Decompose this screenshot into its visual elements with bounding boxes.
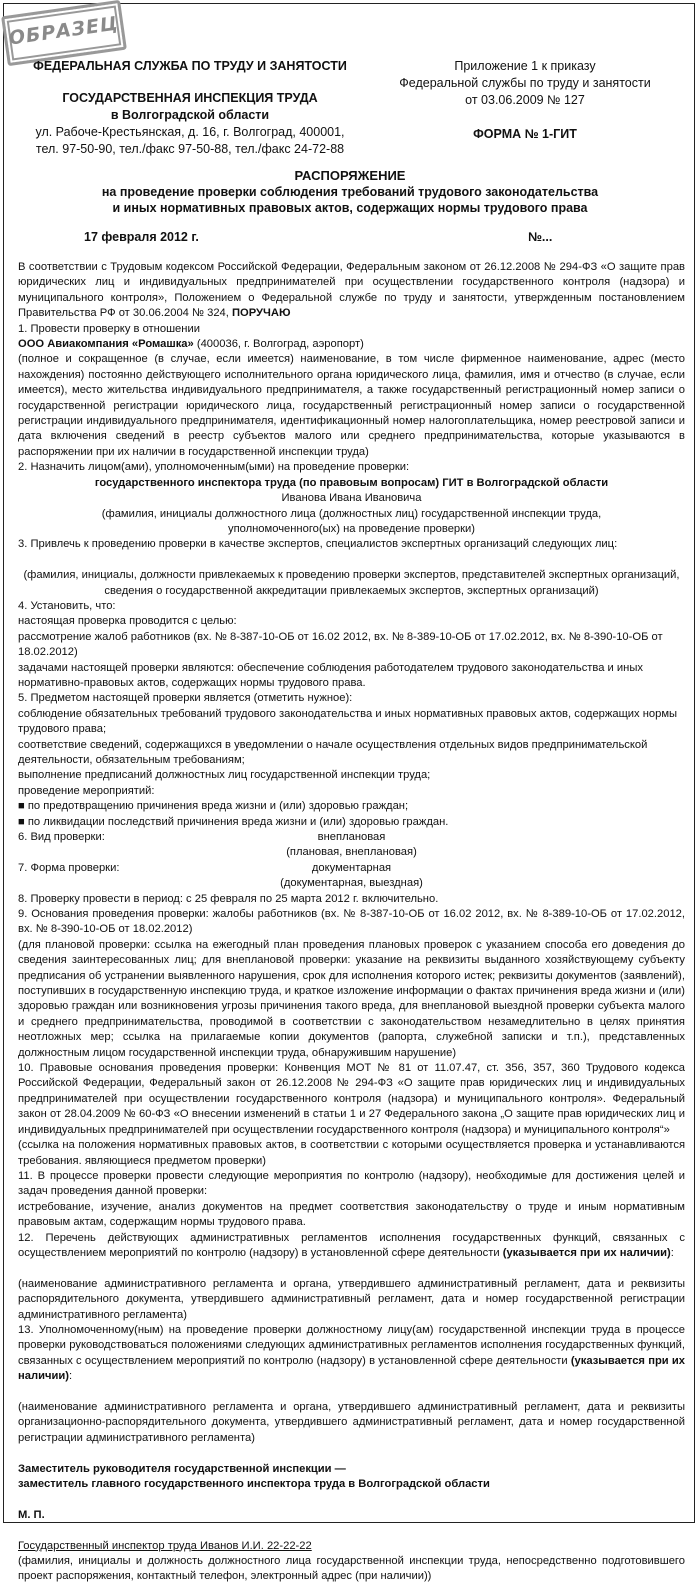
header-right (370, 58, 680, 143)
item-13: 13. Уполномоченному(ным) на проведение проверки должностному лицу(ам) государственной инспекции труда в процессе проверки руководствоваться положениями следующих административных регламентов исполнения государственных функций, связанных с осуществлением мероприятий по контролю (надзору) в установленной сфере деятельности (указывается при их наличии): (18, 1323, 686, 1383)
item-2-name: Иванова Ивана Ивановича (281, 492, 422, 505)
item-10: 10. Правовые основания проведения проверки: Конвенция МОТ № 81 от 11.07.47, ст. 356, 357, 360 Трудового кодекса Российской Федерации, Федеральный закон от 26.12.2008 № 294-ФЗ «О защите прав юридических лиц и индивидуальных предпринимателей при осуществлении государственного контроля (надзора) и муниципального контроля». Федеральный закон от 28.04.2009 № 60-ФЗ «О внесении изменений в статьи 1 и 27 Федерального закона „О защите прав юридических лиц и индивидуальных предпринимателей при осуществлении государственного контроля (надзора) и муниципального контроля“» (18, 1062, 685, 1136)
item-2: 2. Назначить лицом(ами), уполномоченным(ыми) на проведение проверки: (18, 461, 410, 474)
item-10-note: (ссылка на положения нормативных правовых актов, в соответствии с которыми осуществляется проверка и устанавливаются требования. являющиеся предметом проверки) (18, 1139, 685, 1167)
item-11: 11. В процессе проверки провести следующие мероприятия по контролю (надзору), необходимые для достижения целей и задач проведения данной проверки: (18, 1169, 685, 1198)
item-6-note: (плановая, внеплановая) (286, 846, 417, 859)
service-line: Федеральной службы по труду и занятости (399, 76, 651, 90)
item-9: 9. Основания проведения проверки: жалобы работников (вх. № 8-387-10-ОБ от 16.02 2012, вх. № 8-389-10-ОБ от 17.02.2012, вх. № 8-390-10-ОБ от 18.02.2012) (18, 908, 685, 936)
item-5-e: ■ по предотвращению причинения вреда жизни и (или) здоровью граждан; (18, 800, 409, 813)
intro-paragraph: В соответствии с Трудовым кодексом Российской Федерации, Федеральным законом от 26.12.2008 № 294-ФЗ «О защите прав юридических лиц и индивидуальных предпринимателей при осуществлении государственного контроля (надзора) и муниципального контроля», Положением о Федеральной службе по труду и занятости, утвержденным постановлением Правительства РФ от 30.06.2004 № 324, ПОРУЧАЮ (18, 261, 685, 320)
item-3: 3. Привлечь к проведению проверки в качестве экспертов, специалистов экспертных организаций следующих лиц: (18, 538, 618, 551)
title-block (10, 168, 690, 216)
item-12: 12. Перечень действующих административных регламентов исполнения государственных функций, связанных с осуществлением мероприятий по контролю (надзору) в установленной сфере деятельности (указывается при их наличии): (18, 1231, 685, 1259)
item-4-purpose-label: настоящая проверка проводится с целью: (18, 615, 237, 628)
item-12-note: (наименование административного регламента и органа, утвердившего административный регламент, дата и реквизиты распорядительного документа, утвердившего административный регламент, дата и номер государственной регистрации административного регламента) (18, 1277, 685, 1321)
agency-name: ФЕДЕРАЛЬНАЯ СЛУЖБА ПО ТРУДУ И ЗАНЯТОСТИ (33, 59, 347, 73)
item-9-note: (для плановой проверки: ссылка на ежегодный план проведения плановых проверок с указанием способа его доведения до сведения заинтересованных лиц; для внеплановой проверки: указание на реквизиты выданного хозяйствующему субъекту предписания об устранении выявленного нарушения, срок для исполнения которого истек; реквизиты документов (заявлений), поступивших в государственную инспекцию труда, и краткое изложение информации о фактах причинения вреда жизни и (или) здоровью граждан или возникновения угрозы причинения такого вреда, для внеплановой выездной проверки субъекта малого и среднего предпринимательства, проводимой в соответствии с законодательством незамедлительно в целях принятия неотложных мер; ссылка на прилагаемые копии документов (рапорта, служебной записки и т.п.), представленных должностным лицом государственной инспекции труда, обнаружившим нарушение) (18, 938, 685, 1059)
item-6-value: внеплановая (317, 831, 386, 844)
item-11-a: истребование, изучение, анализ документов на предмет соответствия законодательству о труде и иным нормативным правовым актам, содержащим нормы трудового права. (18, 1200, 685, 1229)
item-4-purpose: рассмотрение жалоб работников (вх. № 8-387-10-ОБ от 16.02 2012, вх. № 8-389-10-ОБ от 17.02.2012, вх. № 8-390-10-ОБ от 18.02.2012) (18, 630, 663, 659)
item-4: 4. Установить, что: (18, 599, 116, 612)
inspection-region: в Волгоградской области (110, 108, 270, 122)
inspection-name: ГОСУДАРСТВЕННАЯ ИНСПЕКЦИЯ ТРУДА (62, 91, 318, 105)
signer-title-2: заместитель главного государственного инспектора труда в Волгоградской области (18, 1478, 490, 1490)
item-2-note-2: уполномоченного(ых) на проведение проверки) (227, 522, 476, 535)
item-5-c: выполнение предписаний должностных лиц государственной инспекции труда; (18, 769, 431, 782)
item-7-label: 7. Форма проверки: (18, 861, 120, 874)
item-7-note: (документарная, выездная) (280, 877, 423, 890)
item-5: 5. Предметом настоящей проверки является (отметить нужное): (18, 692, 353, 705)
stamp-text: ОБРАЗЕЦ (7, 12, 120, 50)
item-6-label: 6. Вид проверки: (18, 831, 105, 844)
item-8: 8. Проверку провести в период: с 25 февраля по 25 марта 2012 г. включительно. (18, 892, 439, 905)
item-13-note: (наименование административного регламента и органа, утвердившего административный регламент, дата и реквизиты организационно-распорядительного документа, утвердившего административный регламент, дата и номер государственной регистрации административного регламента) (18, 1400, 685, 1444)
item-1-organization: ООО Авиакомпания «Ромашка» (400036, г. Волгоград, аэропорт) (18, 338, 364, 351)
order-number: №... (528, 230, 553, 244)
inspection-phones: тел. 97-50-90, тел./факс 97-50-88, тел./факс 24-72-88 (35, 142, 345, 156)
header-left (10, 58, 370, 158)
title-subline-2: и иных нормативных правовых актов, содержащих нормы трудового права (112, 201, 588, 215)
item-1: 1. Провести проверку в отношении (18, 322, 200, 335)
item-7-value: документарная (311, 861, 392, 874)
item-2-note-1: (фамилия, инициалы должностного лица (должностных лиц) государственной инспекции труда, (101, 507, 602, 520)
item-4-tasks: задачами настоящей проверки являются: обеспечение соблюдения работодателем трудового законодательства и иных нормативно-правовых актов, содержащих нормы трудового права. (18, 661, 643, 689)
item-5-a: соблюдение обязательных требований трудового законодательства и иных нормативных правовых актов, содержащих нормы трудового права; (18, 707, 678, 736)
inspector-note: (фамилия, инициалы и должность должностного лица государственной инспекции труда, непосредственно подготовившего проект распоряжения, контактный телефон, электронный адрес (при наличии)) (18, 1555, 685, 1583)
signer-title-1: Заместитель руководителя государственной инспекции — (18, 1462, 346, 1475)
item-5-b: соответствие сведений, содержащихся в уведомлении о начале осуществления отдельных видов предпринимательской деятельности, обязательным требованиям; (18, 738, 648, 766)
title-subline-1: на проведение проверки соблюдения требований трудового законодательства (101, 185, 599, 199)
inspector-line: Государственный инспектор труда Иванов И.И. 22-22-22 (18, 1539, 312, 1552)
order-date: от 03.06.2009 № 127 (465, 93, 585, 107)
document-body (18, 260, 685, 1585)
order-issue-date: 17 февраля 2012 г. (84, 230, 199, 244)
page-title: РАСПОРЯЖЕНИЕ (294, 168, 406, 183)
inspection-address: ул. Рабоче-Крестьянская, д. 16, г. Волгоград, 400001, (35, 125, 345, 139)
item-5-d: проведение мероприятий: (18, 784, 155, 797)
item-1-note: (полное и сокращенное (в случае, если имеется) наименование, в том числе фирменное наименование, адрес (место нахождения) постоянно действующего исполнительного органа юридического лица, фамилия, имя и отчество (в случае, если имеется), место жительства индивидуального предпринимателя, а также государственный регистрационный номер записи о государственной регистрации юридического лица, государственный регистрационный номер записи о государственной регистрации индивидуального предпринимателя, идентификационный номер налогоплательщика, номер реестровой записи и дата включения сведений в реестр субъектов малого или среднего предпринимательства, которые указываются в распоряжении при их наличии в государственной инспекции труда) (18, 353, 685, 458)
item-6 (18, 830, 685, 845)
seal-place: М. П. (18, 1508, 45, 1521)
item-5-f: ■ по ликвидации последствий причинения вреда жизни и (или) здоровью граждан. (18, 815, 449, 828)
item-3-note: (фамилия, инициалы, должности привлекаемых к проведению проверки экспертов, представителей экспертных организаций, сведения о государственной аккредитации привлекаемых экспертов, экспертных организаций) (23, 569, 680, 597)
item-2-position: государственного инспектора труда (по правовым вопросам) ГИТ в Волгоградской области (94, 476, 609, 489)
annex-line: Приложение 1 к приказу (454, 59, 596, 73)
item-7 (18, 861, 685, 876)
form-number: ФОРМА № 1-ГИТ (473, 127, 577, 141)
